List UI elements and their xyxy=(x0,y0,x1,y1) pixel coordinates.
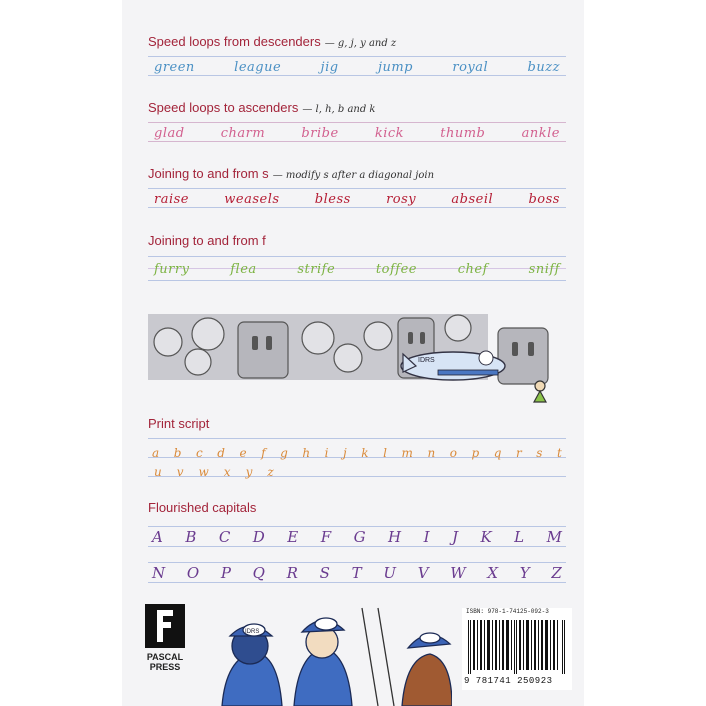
letter: e xyxy=(239,446,247,460)
capital-letter: T xyxy=(351,564,362,582)
ruled-lines-capitals xyxy=(148,522,566,586)
heading-text: Joining to and from s xyxy=(148,166,269,181)
letter: b xyxy=(173,446,182,460)
capital-letter: K xyxy=(480,528,492,546)
practice-word: ankle xyxy=(521,126,560,141)
publisher-name xyxy=(140,652,190,672)
ruled-lines-f-joins xyxy=(148,254,566,284)
capital-letter: D xyxy=(252,528,265,546)
capital-letter: H xyxy=(388,528,402,546)
letter: d xyxy=(217,446,225,460)
letter: t xyxy=(557,446,562,460)
capital-letter: I xyxy=(423,528,430,546)
falling-person xyxy=(534,381,546,402)
ruled-lines-descenders xyxy=(148,54,566,82)
practice-word: green xyxy=(154,60,195,75)
practice-word: abseil xyxy=(451,192,494,207)
heading-text: Speed loops to ascenders xyxy=(148,100,299,115)
rule-line xyxy=(148,546,566,547)
practice-word: royal xyxy=(452,60,489,75)
section-heading-print-script xyxy=(148,416,209,431)
practice-word: buzz xyxy=(527,60,560,75)
rule-line xyxy=(148,256,566,257)
practice-word: chef xyxy=(457,262,488,277)
ruled-lines-s-joins xyxy=(148,186,566,214)
letter: a xyxy=(152,446,160,460)
barcode-bars xyxy=(468,620,566,674)
airplane xyxy=(401,351,505,380)
publisher-name-line1: PASCAL xyxy=(146,652,184,662)
letter: u xyxy=(154,465,162,479)
heading-note: — l, h, b and k xyxy=(302,104,376,115)
letter: x xyxy=(223,465,231,479)
practice-word: raise xyxy=(154,192,189,207)
capitals-row-2 xyxy=(148,564,566,582)
practice-words xyxy=(148,192,566,207)
rule-line xyxy=(148,141,566,142)
capital-letter: Q xyxy=(252,564,265,582)
practice-word: sniff xyxy=(528,262,560,277)
letter: p xyxy=(471,446,480,460)
practice-words xyxy=(148,126,566,141)
section-heading-f-joins xyxy=(148,233,266,248)
practice-word: jig xyxy=(320,60,339,75)
rule-line xyxy=(148,280,566,281)
practice-word: flea xyxy=(230,262,257,277)
letter: s xyxy=(536,446,543,460)
publisher-logo xyxy=(140,604,190,672)
capital-letter: P xyxy=(220,564,231,582)
capital-letter: A xyxy=(152,528,163,546)
letter: m xyxy=(401,446,413,460)
plane-label: IDRS xyxy=(418,357,435,364)
heading-text: Flourished capitals xyxy=(148,500,257,515)
rule-line xyxy=(148,526,566,527)
practice-word: weasels xyxy=(224,192,280,207)
cap-label: IDRS xyxy=(245,629,260,635)
rule-line xyxy=(148,75,566,76)
isbn-digits: 9 781741 250923 xyxy=(464,676,553,686)
practice-word: kick xyxy=(374,126,405,141)
capital-letter: G xyxy=(353,528,366,546)
letter: l xyxy=(383,446,387,460)
rule-line xyxy=(148,188,566,189)
practice-word: toffee xyxy=(375,262,417,277)
letter: o xyxy=(449,446,457,460)
practice-word: bribe xyxy=(301,126,339,141)
practice-words xyxy=(148,262,566,277)
practice-word: strife xyxy=(297,262,336,277)
book-back-cover xyxy=(122,0,584,706)
isbn-barcode xyxy=(462,608,572,690)
capital-letter: S xyxy=(319,564,330,582)
section-heading-s-joins xyxy=(148,166,434,181)
isbn-label: ISBN: 978-1-74125-092-3 xyxy=(466,608,549,615)
capital-letter: N xyxy=(152,564,166,582)
practice-word: thumb xyxy=(440,126,486,141)
capital-letter: B xyxy=(185,528,197,546)
capital-letter: J xyxy=(452,528,459,546)
practice-word: charm xyxy=(220,126,266,141)
heading-text: Print script xyxy=(148,416,210,431)
heading-text: Joining to and from f xyxy=(148,233,266,248)
letter: w xyxy=(198,465,209,479)
section-heading-ascenders xyxy=(148,100,375,115)
capital-letter: E xyxy=(287,528,299,546)
ruled-lines-print-script xyxy=(148,436,566,484)
rule-line xyxy=(148,562,566,563)
capital-letter: Z xyxy=(551,564,562,582)
rule-line xyxy=(148,438,566,439)
heading-text: Speed loops from descenders xyxy=(148,34,321,49)
practice-word: bless xyxy=(314,192,351,207)
publisher-name-line2: PRESS xyxy=(149,662,181,672)
section-heading-descenders xyxy=(148,34,396,49)
letter: y xyxy=(245,465,253,479)
section-heading-capitals xyxy=(148,500,256,515)
capital-letter: L xyxy=(514,528,525,546)
ruled-lines-ascenders xyxy=(148,120,566,148)
lowercase-row-1 xyxy=(148,446,566,460)
capital-letter: Y xyxy=(519,564,530,582)
cloud-and-plane-illustration xyxy=(148,314,568,406)
capital-letter: X xyxy=(487,564,499,582)
practice-word: league xyxy=(234,60,282,75)
rule-line xyxy=(148,207,566,208)
practice-word: boss xyxy=(528,192,560,207)
capital-letter: F xyxy=(320,528,332,546)
practice-word: glad xyxy=(154,126,185,141)
capital-letter: M xyxy=(546,528,562,546)
letter: i xyxy=(324,446,329,460)
capital-letter: U xyxy=(383,564,397,582)
heading-note: — g, j, y and z xyxy=(324,38,397,49)
cartoon-characters-illustration xyxy=(202,598,452,706)
practice-word: jump xyxy=(377,60,413,75)
practice-words xyxy=(148,60,566,75)
capital-letter: V xyxy=(417,564,429,582)
capital-letter: W xyxy=(450,564,466,582)
letter: k xyxy=(361,446,369,460)
capitals-row-1 xyxy=(148,528,566,546)
pascal-press-logo-icon xyxy=(145,604,185,648)
practice-word: rosy xyxy=(386,192,417,207)
letter: v xyxy=(176,465,184,479)
letter: h xyxy=(302,446,311,460)
rule-line xyxy=(148,582,566,583)
lowercase-row-2 xyxy=(154,465,274,479)
heading-note: — modify s after a diagonal join xyxy=(272,170,435,181)
letter: g xyxy=(280,446,288,460)
letter: j xyxy=(343,446,347,460)
capital-letter: O xyxy=(186,564,200,582)
letter: c xyxy=(195,446,203,460)
rule-line xyxy=(148,56,566,57)
letter: z xyxy=(267,465,274,479)
practice-word: furry xyxy=(154,262,190,277)
letter: r xyxy=(515,446,522,460)
rule-line xyxy=(148,122,566,123)
letter: q xyxy=(493,446,502,460)
capital-letter: R xyxy=(286,564,298,582)
letter: f xyxy=(261,446,266,460)
letter: n xyxy=(427,446,436,460)
capital-letter: C xyxy=(218,528,231,546)
